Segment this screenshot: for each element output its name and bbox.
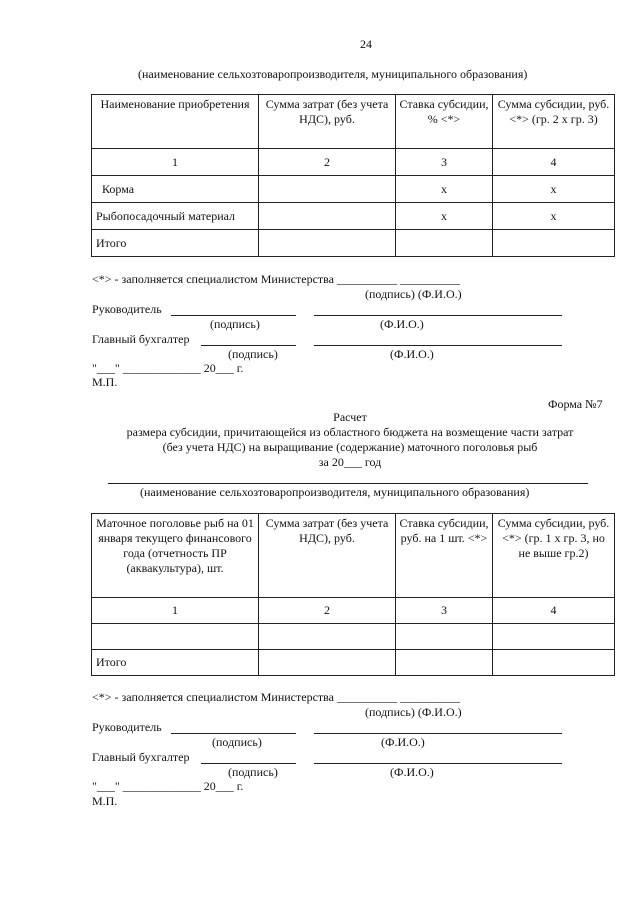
table-cell bbox=[396, 624, 493, 650]
column-number: 2 bbox=[259, 598, 396, 624]
table-cell bbox=[493, 650, 615, 676]
accountant-sign-caption-1: (подпись) bbox=[228, 347, 278, 361]
head-label-1: Руководитель bbox=[92, 302, 162, 316]
accountant-label-1: Главный бухгалтер bbox=[92, 332, 190, 346]
table-cell bbox=[396, 230, 493, 257]
title-line: за 20___ год bbox=[318, 455, 382, 469]
table-cell bbox=[396, 650, 493, 676]
table-header-row bbox=[92, 514, 615, 598]
accountant-signature-line bbox=[201, 763, 296, 764]
table-cell bbox=[493, 624, 615, 650]
head-name-caption-1: (Ф.И.О.) bbox=[380, 317, 424, 331]
footnote-caption-1: (подпись) (Ф.И.О.) bbox=[365, 287, 462, 301]
table-cell: х bbox=[396, 176, 493, 203]
column-number: 4 bbox=[493, 149, 615, 176]
footnote-caption-2: (подпись) (Ф.И.О.) bbox=[365, 705, 462, 719]
table-cell: х bbox=[493, 176, 615, 203]
accountant-signature-line bbox=[201, 345, 296, 346]
accountant-label-2: Главный бухгалтер bbox=[92, 750, 190, 764]
form-label: Форма №7 bbox=[548, 397, 603, 411]
page-number: 24 bbox=[360, 37, 372, 51]
header-cell: Ставка субсидии, руб. на 1 шт. <*> bbox=[396, 514, 493, 598]
date-line-2: "___" _____________ 20___ г. bbox=[92, 779, 244, 793]
table-cell: х bbox=[396, 203, 493, 230]
row-label: Корма bbox=[92, 176, 259, 203]
header-cell: Наименование приобретения bbox=[92, 95, 259, 149]
footnote-2: <*> - заполняется специалистом Министерства __________ __________ bbox=[92, 690, 460, 704]
stamp-1: М.П. bbox=[92, 375, 118, 389]
header-cell: Сумма субсидии, руб. <*> (гр. 1 х гр. 3, но не выше гр.2) bbox=[493, 514, 615, 598]
table-cell bbox=[259, 230, 396, 257]
head-sign-caption-2: (подпись) bbox=[212, 735, 262, 749]
row-label: Рыбопосадочный материал bbox=[92, 203, 259, 230]
table-row bbox=[92, 624, 615, 650]
table-total-row bbox=[92, 230, 615, 257]
column-number: 1 bbox=[92, 149, 259, 176]
title-line: (без учета НДС) на выращивание (содержание) маточного поголовья рыб bbox=[162, 440, 538, 454]
subsidy-table-1 bbox=[91, 94, 615, 257]
table-cell bbox=[493, 230, 615, 257]
column-number: 4 bbox=[493, 598, 615, 624]
header-cell: Ставка субсидии, % <*> bbox=[396, 95, 493, 149]
table-total-row bbox=[92, 650, 615, 676]
table-row bbox=[92, 203, 615, 230]
accountant-name-caption-2: (Ф.И.О.) bbox=[390, 765, 434, 779]
table-cell: х bbox=[493, 203, 615, 230]
head-signature-line bbox=[171, 733, 296, 734]
org-caption-2: (наименование сельхозтоваропроизводителя, муниципального образования) bbox=[140, 485, 530, 499]
org-name-line bbox=[108, 483, 588, 484]
table-cell bbox=[92, 624, 259, 650]
head-sign-caption-1: (подпись) bbox=[210, 317, 260, 331]
table-row bbox=[92, 176, 615, 203]
header-cell: Сумма затрат (без учета НДС), руб. bbox=[259, 95, 396, 149]
head-signature-line bbox=[171, 315, 296, 316]
title-line: Расчет bbox=[333, 410, 367, 424]
column-number-row bbox=[92, 149, 615, 176]
subsidy-table-2 bbox=[91, 513, 615, 676]
accountant-sign-caption-2: (подпись) bbox=[228, 765, 278, 779]
accountant-name-line bbox=[314, 345, 562, 346]
head-name-line bbox=[314, 315, 562, 316]
org-caption-1: (наименование сельхозтоваропроизводителя, муниципального образования) bbox=[138, 67, 528, 81]
row-label: Итого bbox=[92, 650, 259, 676]
header-cell: Сумма затрат (без учета НДС), руб. bbox=[259, 514, 396, 598]
accountant-name-line bbox=[314, 763, 562, 764]
stamp-2: М.П. bbox=[92, 794, 118, 808]
row-label: Итого bbox=[92, 230, 259, 257]
column-number: 3 bbox=[396, 598, 493, 624]
column-number-row bbox=[92, 598, 615, 624]
column-number: 3 bbox=[396, 149, 493, 176]
footnote-1: <*> - заполняется специалистом Министерства __________ __________ bbox=[92, 272, 460, 286]
header-cell: Сумма субсидии, руб. <*> (гр. 2 х гр. 3) bbox=[493, 95, 615, 149]
table-header-row bbox=[92, 95, 615, 149]
table-cell bbox=[259, 176, 396, 203]
date-line-1: "___" _____________ 20___ г. bbox=[92, 361, 244, 375]
table-cell bbox=[259, 624, 396, 650]
column-number: 1 bbox=[92, 598, 259, 624]
title-line: размера субсидии, причитающейся из областного бюджета на возмещение части затрат bbox=[126, 425, 574, 439]
header-cell: Маточное поголовье рыб на 01 января текущего финансового года (отчетность ПР (аквакультура), шт. bbox=[92, 514, 259, 598]
head-label-2: Руководитель bbox=[92, 720, 162, 734]
head-name-caption-2: (Ф.И.О.) bbox=[381, 735, 425, 749]
table-cell bbox=[259, 650, 396, 676]
column-number: 2 bbox=[259, 149, 396, 176]
table-cell bbox=[259, 203, 396, 230]
accountant-name-caption-1: (Ф.И.О.) bbox=[390, 347, 434, 361]
head-name-line bbox=[314, 733, 562, 734]
